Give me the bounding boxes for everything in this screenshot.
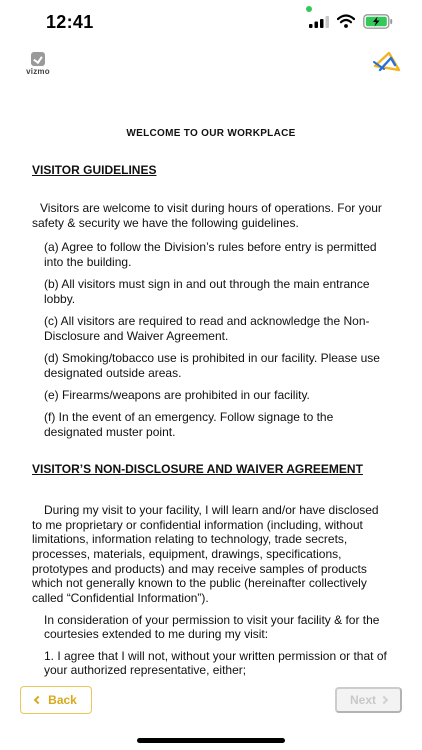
battery-charging-icon: [363, 14, 393, 29]
next-button-label: Next: [349, 693, 376, 707]
app-header: [0, 46, 422, 80]
chevron-right-icon: [380, 696, 388, 704]
vizmo-mark-icon: [31, 52, 45, 66]
guideline-item: (e) Firearms/weapons are prohibited in our facility.: [44, 387, 310, 402]
back-button[interactable]: [20, 686, 92, 714]
guideline-item: (d) Smoking/tobacco use is prohibited in our facility. Please use designated outside areas.: [44, 350, 380, 380]
status-bar: [0, 0, 422, 44]
chevron-left-icon: [34, 696, 42, 704]
cellular-signal-icon: [309, 16, 329, 28]
company-logo-icon: [372, 50, 402, 74]
guideline-item: (b) All visitors must sign in and out through the main entrance lobby.: [44, 276, 370, 306]
privacy-indicator-dot: [306, 6, 312, 12]
status-time: 12:41: [46, 12, 94, 32]
vizmo-logo-text: vizmo: [26, 67, 50, 76]
navigation-footer: [0, 684, 422, 750]
guidelines-intro: Visitors are welcome to visit during hours of operations. For your safety & security we have the following guidelines.: [32, 200, 382, 230]
nda-title: VISITOR’S NON-DISCLOSURE AND WAIVER AGREEMENT: [32, 461, 363, 476]
visitor-guidelines-title: VISITOR GUIDELINES: [32, 163, 157, 177]
nda-paragraph: In consideration of your permission to visit your facility & for the courtesies extended to me during my visit:: [44, 612, 380, 642]
wifi-icon: [337, 14, 355, 28]
guideline-item: (c) All visitors are required to read and acknowledge the Non-Disclosure and Waiver Agreement.: [44, 313, 370, 343]
vizmo-logo: [18, 52, 58, 76]
next-button[interactable]: [335, 687, 402, 713]
back-button-label: Back: [48, 693, 77, 707]
guideline-item: (a) Agree to follow the Division’s rules before entry is permitted into the building.: [44, 239, 377, 269]
nda-intro: During my visit to your facility, I will learn and/or have disclosed to me proprietary or confidential information (including, without limitations, information relating to technology, trade secrets, processes, materials, equipment, drawings, specifications, prototypes and products) and may receive samples of products which not generally known to the public (hereinafter collectively called “Confidential Information”).: [32, 503, 379, 605]
welcome-heading: WELCOME TO OUR WORKPLACE: [126, 128, 296, 139]
nda-paragraph: 1. I agree that I will not, without your written permission or that of your authorized representative, either;: [44, 648, 387, 678]
guideline-item: (f) In the event of an emergency. Follow signage to the designated muster point.: [44, 409, 334, 439]
home-indicator[interactable]: [137, 738, 285, 743]
agreement-content[interactable]: [0, 80, 422, 684]
